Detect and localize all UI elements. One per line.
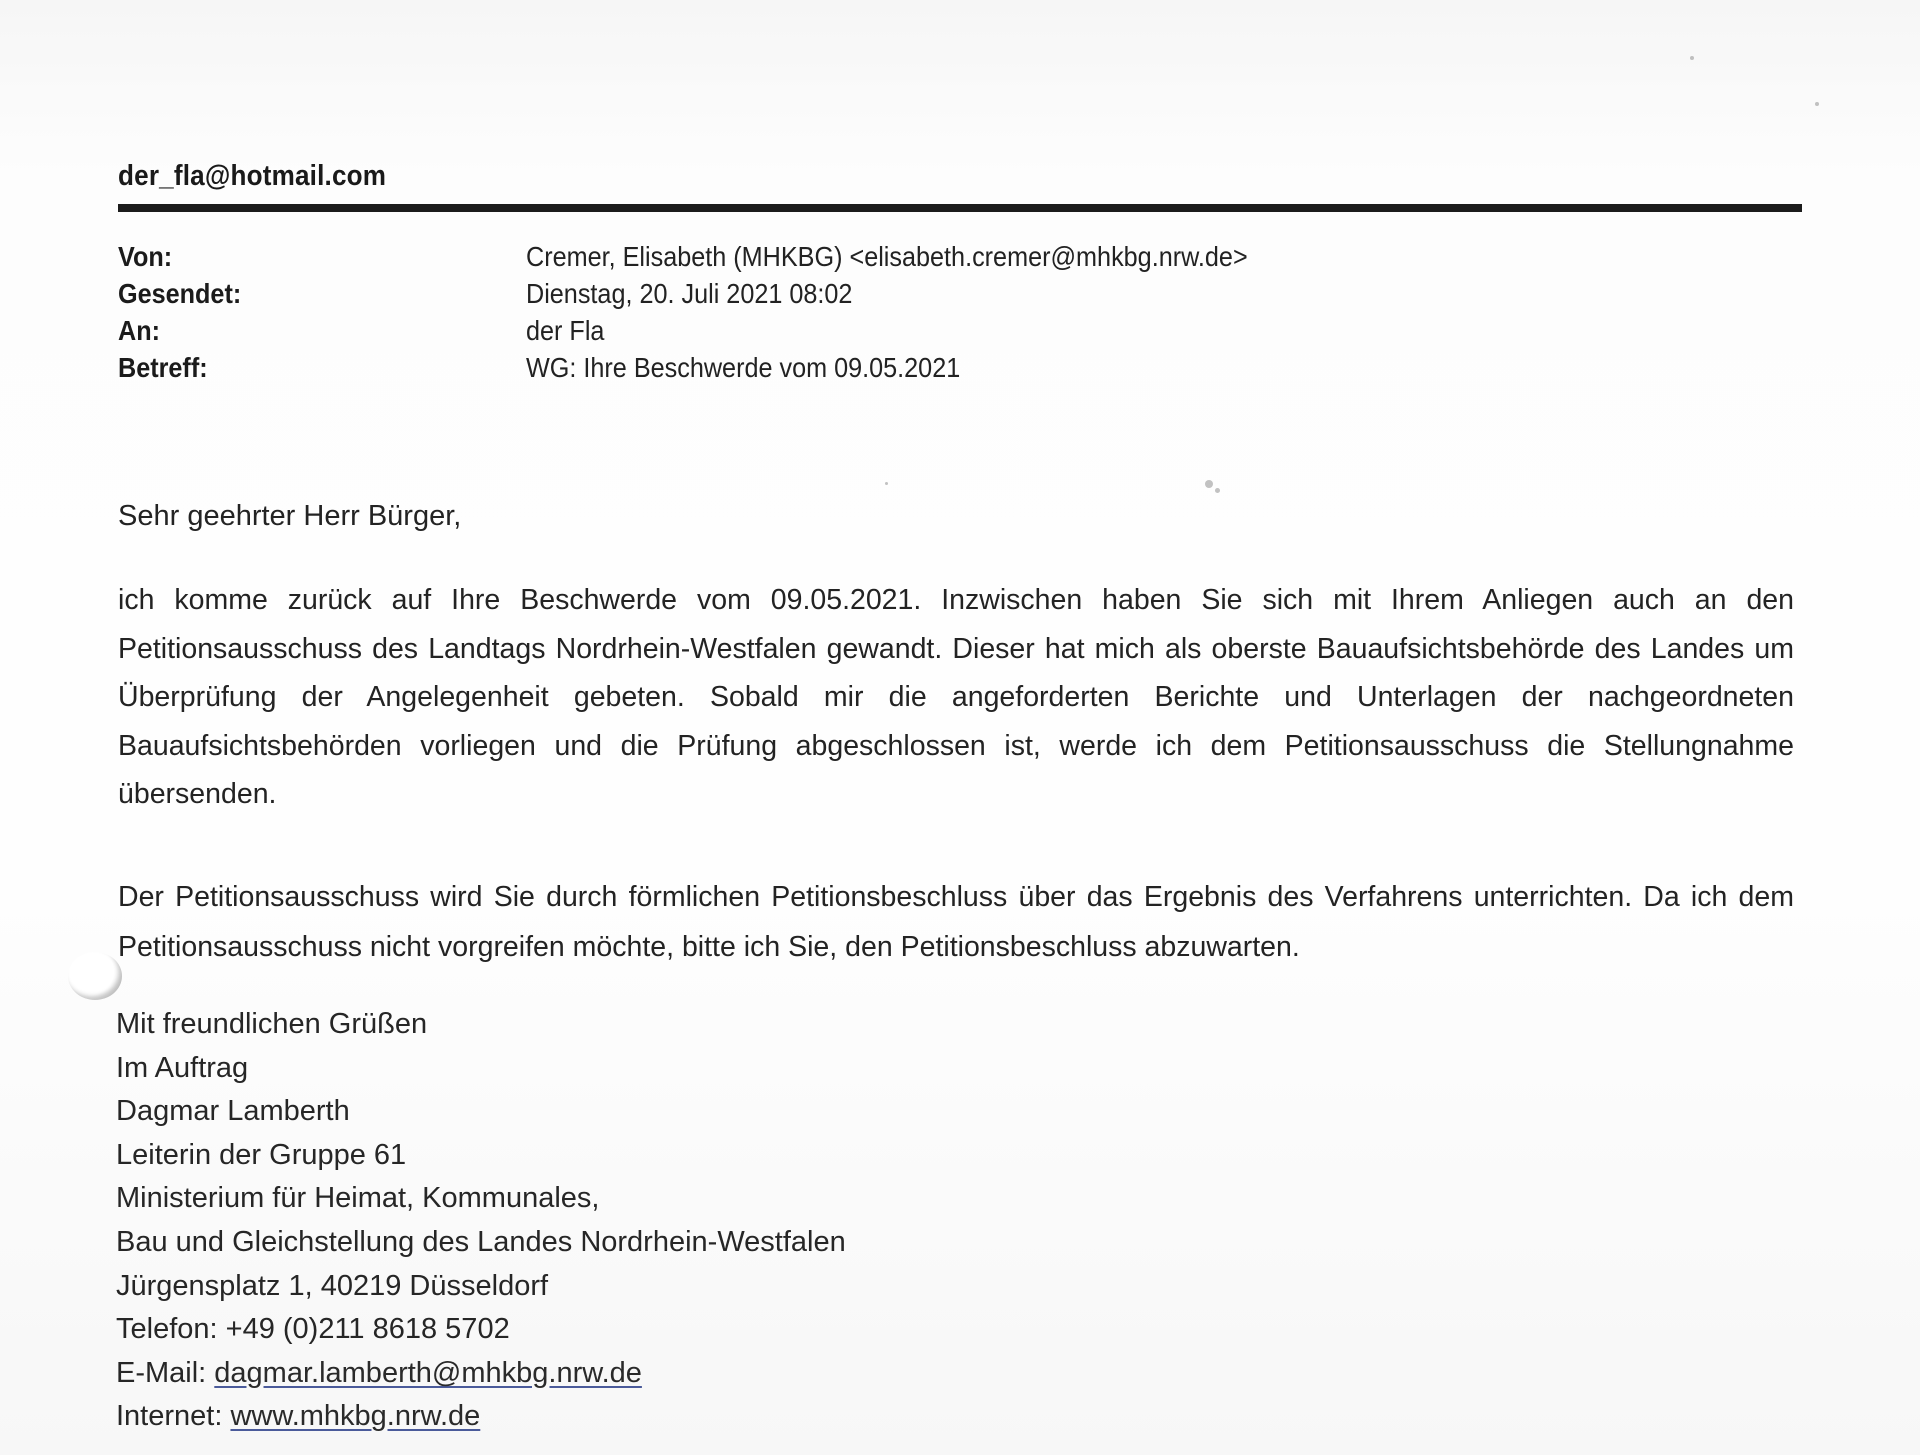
address: Jürgensplatz 1, 40219 Düsseldorf <box>116 1269 549 1302</box>
internet-line <box>116 1395 846 1439</box>
body-paragraph-2: Der Petitionsausschuss wird Sie durch förmlichen Petitionsbeschluss über das Ergebnis des Verfahrens unterrichten. Da ich dem Petitionsausschuss nicht vorgreifen möchte, bitte ich Sie, den Petitionsbeschluss abzuwarten. <box>118 881 1794 963</box>
ministry-line-2: Bau und Gleichstellung des Landes Nordrhein-Westfalen <box>116 1225 846 1258</box>
signer-position: Leiterin der Gruppe 61 <box>116 1138 407 1171</box>
signature-block <box>116 1003 846 1439</box>
email-link[interactable]: dagmar.lamberth@mhkbg.nrw.de <box>214 1356 642 1389</box>
signer-name: Dagmar Lamberth <box>116 1095 350 1128</box>
to-value: der Fla <box>526 315 605 346</box>
closing: Mit freundlichen Grüßen <box>116 1008 428 1040</box>
on-behalf: Im Auftrag <box>116 1051 249 1084</box>
sent-label: Gesendet: <box>118 278 242 309</box>
to-label: An: <box>118 315 160 346</box>
website-link[interactable]: www.mhkbg.nrw.de <box>230 1400 481 1433</box>
from-label: Von: <box>118 241 173 272</box>
scan-speck <box>1215 488 1220 493</box>
scan-speck <box>1815 102 1819 106</box>
email-line <box>116 1352 846 1396</box>
email-label: E-Mail: <box>116 1356 215 1389</box>
sent-value: Dienstag, 20. Juli 2021 08:02 <box>526 278 853 309</box>
ministry-line-1: Ministerium für Heimat, Kommunales, <box>116 1182 600 1215</box>
punch-hole-artifact <box>68 952 122 1000</box>
salutation: Sehr geehrter Herr Bürger, <box>118 500 462 532</box>
mailbox-address: der_fla@hotmail.com <box>118 160 387 192</box>
header-divider <box>118 204 1802 212</box>
scan-speck <box>1205 480 1213 488</box>
scan-speck <box>1690 56 1694 60</box>
from-value: Cremer, Elisabeth (MHKBG) <elisabeth.cremer@mhkbg.nrw.de> <box>526 241 1248 272</box>
phone: Telefon: +49 (0)211 8618 5702 <box>116 1313 510 1346</box>
body-paragraph-1: ich komme zurück auf Ihre Beschwerde vom 09.05.2021. Inzwischen haben Sie sich mit Ihrem Anliegen auch an den Petitionsausschuss des Landtags Nordrhein-Westfalen gewandt. Dieser hat mich als oberste Bauaufsichtsbehörde des Landes um Überprüfung der Angelegenheit gebeten. Sobald mir die angeforderten Berichte und Unterlagen der nachgeordneten Bauaufsichtsbehörden vorliegen und die Prüfung abgeschlossen ist, werde ich dem Petitionsausschuss die Stellungnahme übersenden. <box>118 584 1794 810</box>
internet-label: Internet: <box>116 1400 231 1433</box>
subject-value: WG: Ihre Beschwerde vom 09.05.2021 <box>526 352 961 383</box>
subject-label: Betreff: <box>118 352 208 383</box>
scan-speck <box>885 482 888 485</box>
